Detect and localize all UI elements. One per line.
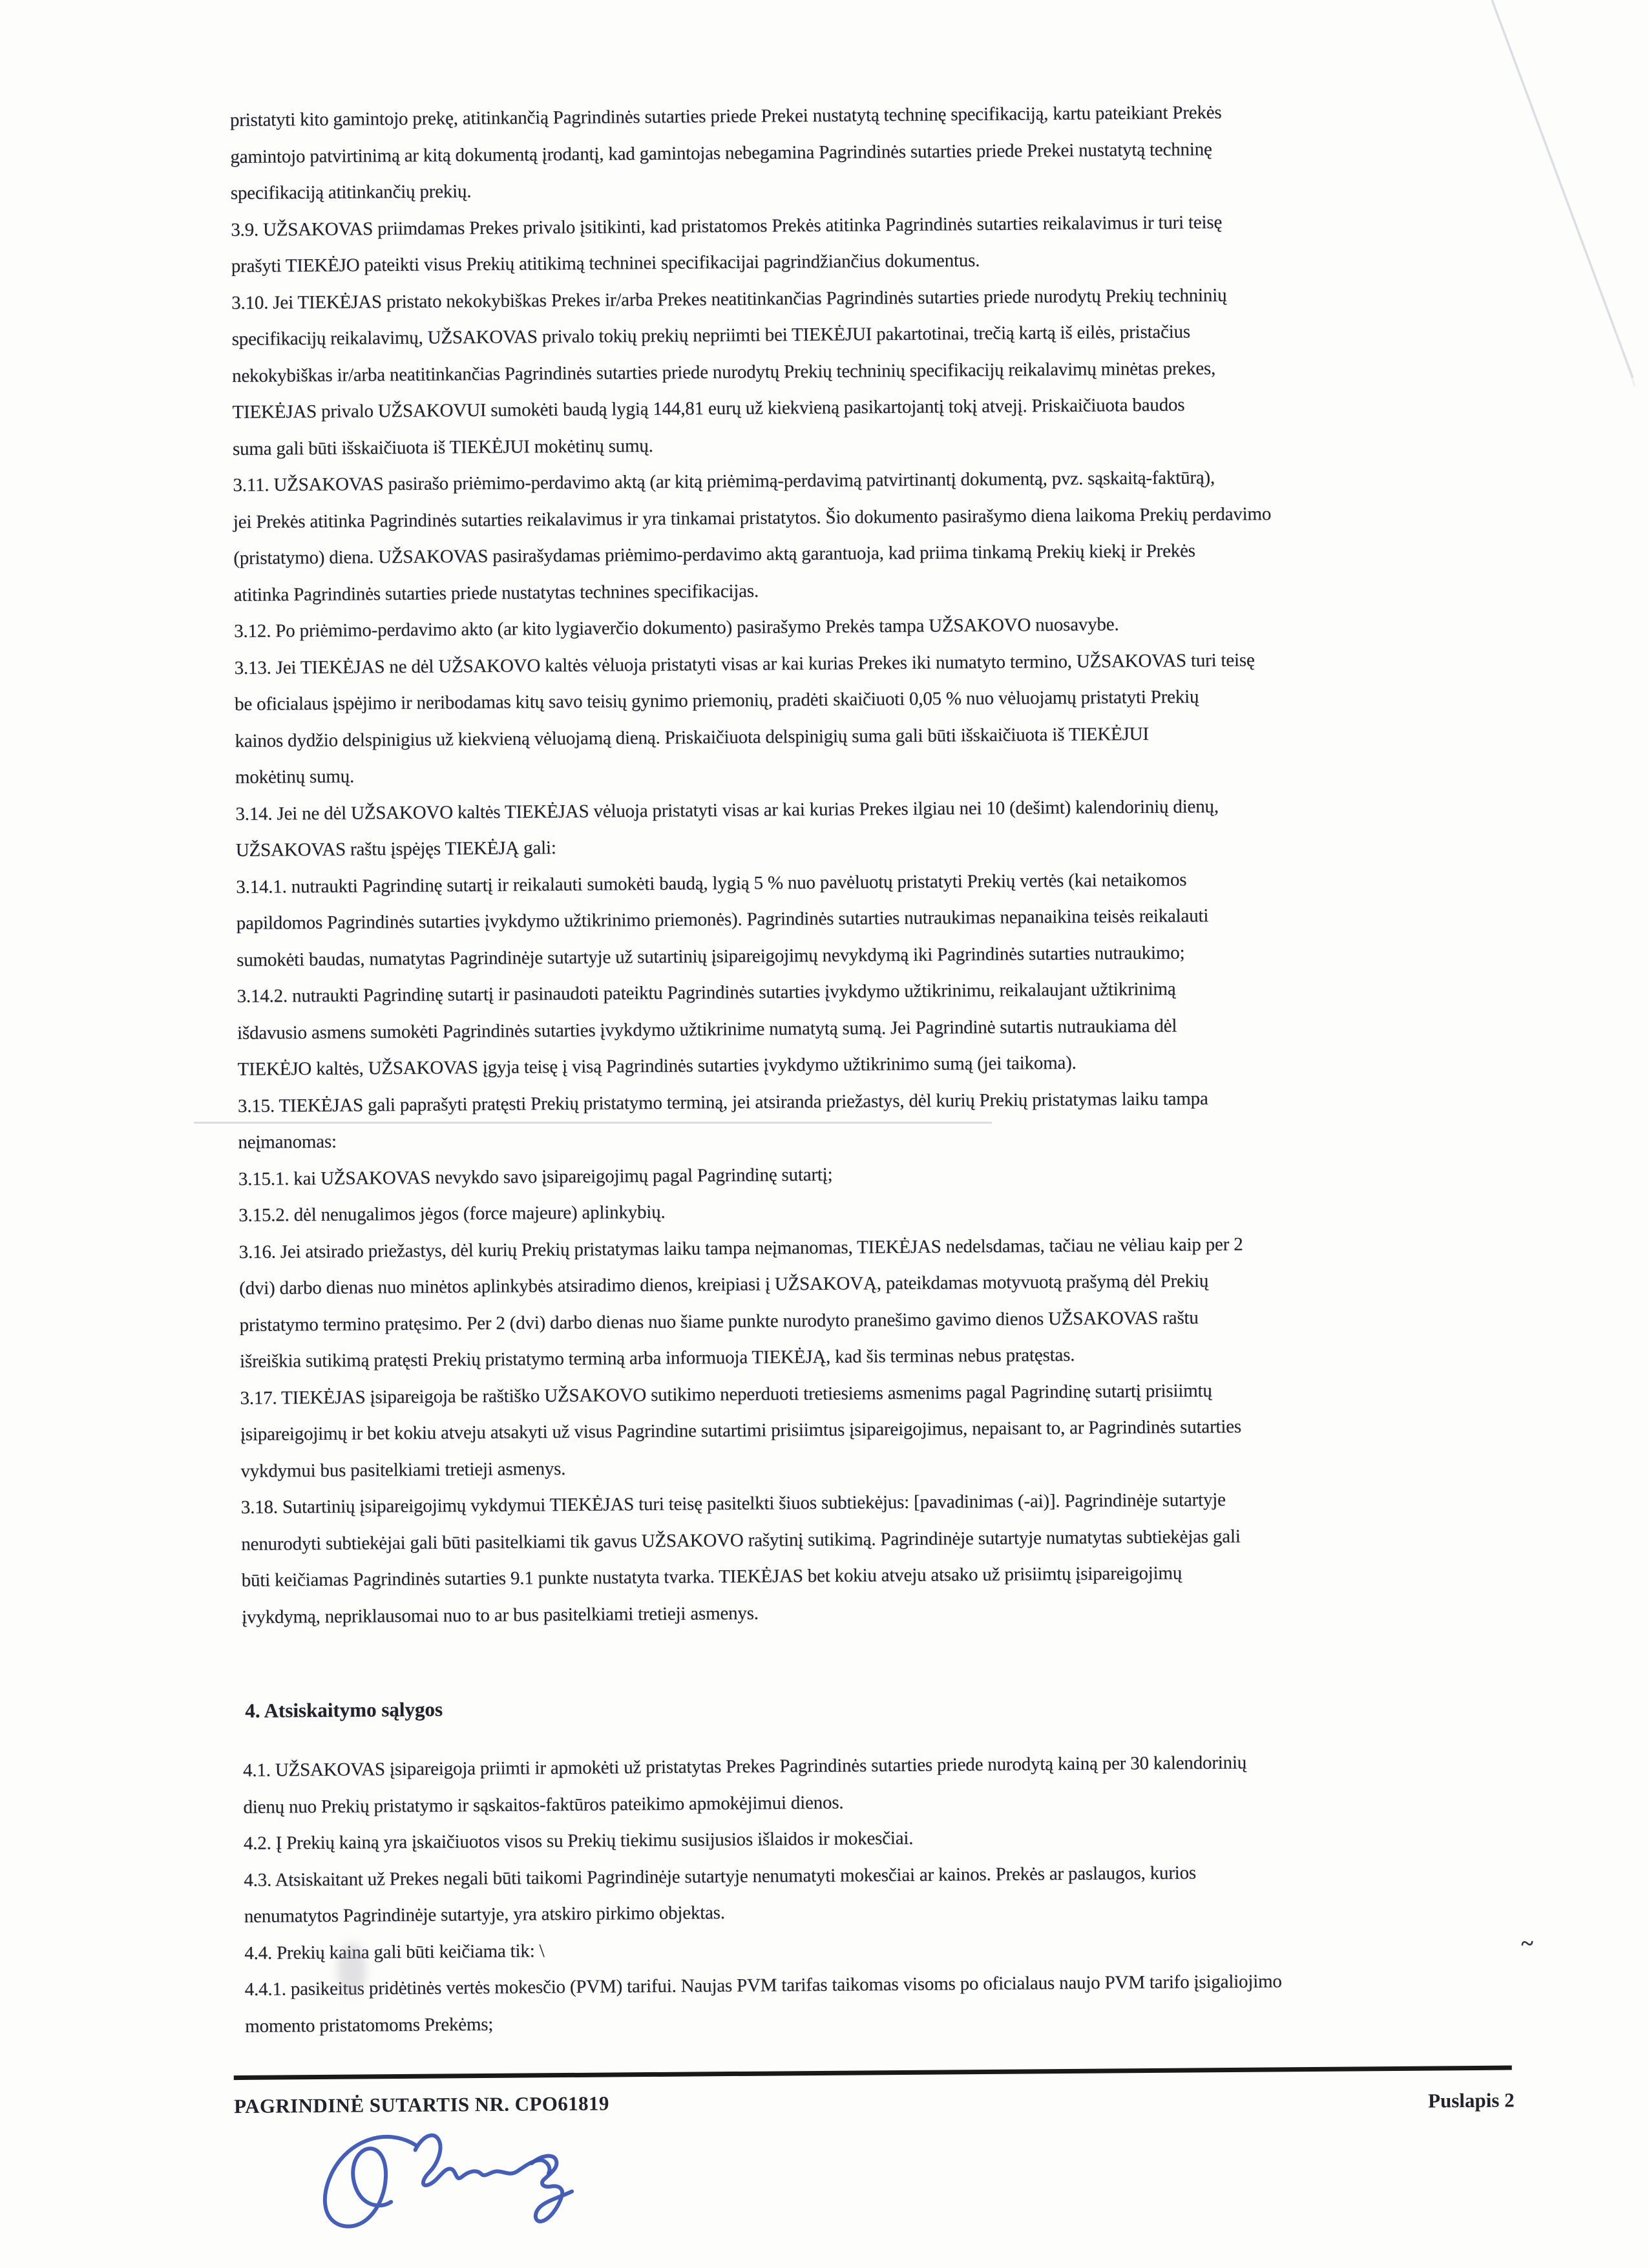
contract-text-line: sumokėti baudas, numatytas Pagrindinėje sutartyje už sutartinių įsipareigojimų nevykdymą iki Pagrindinės sutarties nutraukimo; xyxy=(236,941,1185,971)
contract-text-line: būti keičiamas Pagrindinės sutarties 9.1 punkte nustatyta tvarka. TIEKĖJAS bet kokiu atveju atsako už prisiimtų įsipareigojimų xyxy=(241,1562,1182,1591)
contract-text-line: 4.4.1. pasikeitus pridėtinės vertės mokesčio (PVM) tarifui. Naujas PVM tarifas taikomas visoms po oficialaus naujo PVM tarifo įsigaliojimo xyxy=(244,1971,1282,2000)
contract-text-line: 3.18. Sutartinių įsipareigojimų vykdymui TIEKĖJAS turi teisę pasitelkti šiuos subtiekėjus: [pavadinimas (-ai)]. Pagrindinėje sutartyje xyxy=(240,1489,1226,1518)
section-heading-payment-terms: 4. Atsiskaitymo sąlygos xyxy=(245,1697,443,1722)
contract-text-line: 3.13. Jei TIEKĖJAS ne dėl UŽSAKOVO kaltės vėluoja pristatyti visas ar kai kurias Prekes iki numatyto termino, UŽSAKOVAS turi teisę xyxy=(234,649,1255,678)
contract-text-line: TIEKĖJAS privalo UŽSAKOVUI sumokėti baudą lygią 144,81 eurų už kiekvieną pasikartojantį tokį atvejį. Priskaičiuota baudos xyxy=(232,394,1185,423)
contract-text-line: įvykdymą, nepriklausomai nuo to ar bus pasitelkiami tretieji asmenys. xyxy=(242,1602,759,1628)
contract-text-line: dienų nuo Prekių pristatymo ir sąskaitos-faktūros pateikimo apmokėjimui dienos. xyxy=(243,1792,844,1818)
contract-text-line: TIEKĖJO kaltės, UŽSAKOVAS įgyja teisę į visą Pagrindinės sutarties įvykdymo užtikrinimo sumą (jei taikoma). xyxy=(237,1052,1077,1080)
contract-text-line: nekokybiškas ir/arba neatitinkančias Pagrindinės sutarties priede nurodytų Prekių techninių specifikacijų reikalavimų minėtas prekes, xyxy=(231,357,1216,386)
contract-text-line: išdavusio asmens sumokėti Pagrindinės sutarties įvykdymo užtikrinime numatytą sumą. Jei Pagrindinė sutartis nutraukiama dėl xyxy=(236,1015,1177,1044)
contract-text-line: 3.14. Jei ne dėl UŽSAKOVO kaltės TIEKĖJAS vėluoja pristatyti visas ar kai kurias Prekes ilgiau nei 10 (dešimt) kalendorinių dienų, xyxy=(235,795,1219,824)
contract-text-line: 3.14.2. nutraukti Pagrindinę sutartį ir pasinaudoti pateiktu Pagrindinės sutarties įvykdymo užtikrinimu, reikalaujant užtikrinimą xyxy=(236,978,1176,1007)
contract-text-line: momento pristatomoms Prekėms; xyxy=(245,2013,494,2037)
footer-contract-number: PAGRINDINĖ SUTARTIS NR. CPO61819 xyxy=(233,2092,609,2118)
contract-text-line: atitinka Pagrindinės sutarties priede nustatytas technines specifikacijas. xyxy=(233,580,759,605)
contract-text-line: nenumatytos Pagrindinėje sutartyje, yra atskiro pirkimo objektas. xyxy=(244,1902,725,1927)
contract-text-line: suma gali būti išskaičiuota iš TIEKĖJUI mokėtinų sumų. xyxy=(232,435,653,459)
contract-text-line: 4.2. Į Prekių kainą yra įskaičiuotos visos su Prekių tiekimu susijusios išlaidos ir mokesčiai. xyxy=(243,1827,914,1854)
contract-text-line: be oficialaus įspėjimo ir neribodamas kitų savo teisių gynimo priemonių, pradėti skaičiuoti 0,05 % nuo vėluojamų pristatyti Prekių xyxy=(234,686,1199,715)
contract-text-line: nenurodyti subtiekėjai gali būti pasitelkiami tik gavus UŽSAKOVO rašytinį sutikimą. Pagrindinėje sutartyje numatytas subtiekėjas gali xyxy=(241,1526,1241,1555)
contract-clauses-section3 xyxy=(230,93,1418,1635)
contract-text-line: vykdymui bus pasitelkiami tretieji asmenys. xyxy=(240,1458,566,1482)
contract-text-line: mokėtinų sumų. xyxy=(235,766,355,788)
contract-text-line: kainos dydžio delspinigius už kiekvieną vėluojamą dieną. Priskaičiuota delspinigių suma gali būti išskaičiuota iš TIEKĖJUI xyxy=(235,723,1149,751)
footer-page-number: Puslapis 2 xyxy=(1427,2088,1515,2112)
contract-text-line: 3.14.1. nutraukti Pagrindinę sutartį ir reikalauti sumokėti baudą, lygią 5 % nuo pavėluotų pristatyti Prekių vertės (kai netaikomos xyxy=(236,868,1187,898)
stray-mark-artifact: ~ xyxy=(1521,1930,1534,1957)
contract-text-line: specifikacijų reikalavimų, UŽSAKOVAS privalo tokių prekių nepriimti bei TIEKĖJUI pakartotinai, trečią kartą iš eilės, pristačius xyxy=(231,321,1191,350)
contract-text-line: 3.12. Po priėmimo-perdavimo akto (ar kito lygiaverčio dokumento) pasirašymo Prekės tampa UŽSAKOVO nuosavybe. xyxy=(234,614,1119,642)
contract-text-line: papildomos Pagrindinės sutarties įvykdymo užtikrinimo priemonės). Pagrindinės sutarties nutraukimas nepanaikina teisės reikalauti xyxy=(236,905,1209,934)
contract-text-line: 3.15.1. kai UŽSAKOVAS nevykdo savo įsipareigojimų pagal Pagrindinę sutartį; xyxy=(238,1164,833,1190)
contract-text-line: UŽSAKOVAS raštu įspėjęs TIEKĖJĄ gali: xyxy=(235,837,556,861)
contract-text-line: prašyti TIEKĖJO pateikti visus Prekių atitikimą techninei specifikacijai pagrindžiančius dokumentus. xyxy=(231,249,980,277)
contract-text-line: gamintojo patvirtinimą ar kitą dokumentą įrodantį, kad gamintojas nebegamina Pagrindinės sutarties priede Prekei nustatytą techninę xyxy=(230,138,1212,167)
contract-clauses-section4 xyxy=(243,1743,1421,2044)
contract-text-line: išreiškia sutikimą pratęsti Prekių pristatymo terminą arba informuoja TIEKĖJĄ, kad šis terminas nebus pratęstas. xyxy=(239,1344,1075,1372)
contract-text-line: 3.15. TIEKĖJAS gali paprašyti pratęsti Prekių pristatymo terminą, jei atsiranda priežastys, dėl kurių Prekių pristatymas laiku tampa xyxy=(237,1087,1208,1117)
contract-text-line: (pristatymo) diena. UŽSAKOVAS pasirašydamas priėmimo-perdavimo aktą garantuoja, kad priima tinkamą Prekių kiekį ir Prekės xyxy=(233,540,1195,569)
contract-text-line: 3.15.2. dėl nenugalimos jėgos (force majeure) aplinkybių. xyxy=(238,1201,666,1226)
contract-text-line: 3.11. UŽSAKOVAS pasirašo priėmimo-perdavimo aktą (ar kitą priėmimą-perdavimą patvirtinantį dokumentą, pvz. sąskaitą-faktūrą), xyxy=(233,467,1215,496)
contract-text-line: 4.4. Prekių kaina gali būti keičiama tik: \ xyxy=(244,1940,545,1964)
contract-text-line: (dvi) darbo dienas nuo minėtos aplinkybės atsiradimo dienos, kreipiasi į UŽSAKOVĄ, pateikdamas motyvuotą prašymą dėl Prekių xyxy=(239,1270,1209,1299)
contract-text-line: 3.9. UŽSAKOVAS priimdamas Prekes privalo įsitikinti, kad pristatomos Prekės atitinka Pagrindinės sutarties reikalavimus ir turi teisę xyxy=(231,211,1223,240)
contract-text-line: 4.1. UŽSAKOVAS įsipareigoja priimti ir apmokėti už pristatytas Prekes Pagrindinės sutarties priede nurodytą kainą per 30 kalendorinių xyxy=(242,1752,1247,1781)
footer-divider-rule xyxy=(234,2066,1512,2081)
contract-text-line: jei Prekės atitinka Pagrindinės sutarties reikalavimus ir yra tinkamai pristatytos. Šio dokumento pasirašymo diena laikoma Prekių perdavimo xyxy=(233,503,1272,532)
contract-text-line: įsipareigojimų ir bet kokiu atveju atsakyti už visus Pagrindine sutartimi prisiimtus įsipareigojimus, nepaisant to, ar Pagrindinės sutarties xyxy=(240,1416,1242,1445)
contract-text-line: pristatymo termino pratęsimo. Per 2 (dvi) darbo dienas nuo šiame punkte nurodyto pranešimo gavimo dienos UŽSAKOVAS raštu xyxy=(239,1307,1199,1336)
contract-text-line: 4.3. Atsiskaitant už Prekes negali būti taikomi Pagrindinėje sutartyje nenumatyti mokesčiai ar kainos. Prekės ar paslaugos, kurios xyxy=(244,1862,1197,1891)
ink-smudge-artifact xyxy=(337,1942,366,1995)
contract-text-line: specifikaciją atitinkančių prekių. xyxy=(230,181,472,204)
contract-text-line: 3.17. TIEKĖJAS įsipareigoja be raštiško UŽSAKOVO sutikimo neperduoti tretiesiems asmenims pagal Pagrindinę sutartį prisiimtų xyxy=(240,1380,1212,1409)
contract-text-line: pristatyti kito gamintojo prekę, atitinkančią Pagrindinės sutarties priede Prekei nustatytą techninę specifikaciją, kartu pateikiant Prekės xyxy=(229,101,1222,131)
contract-text-line: 3.16. Jei atsirado priežastys, dėl kurių Prekių pristatymas laiku tampa neįmanomas, TIEKĖJAS nedelsdamas, tačiau ne vėliau kaip per 2 xyxy=(238,1234,1243,1263)
contract-text-line: 3.10. Jei TIEKĖJAS pristato nekokybiškas Prekes ir/arba Prekes neatitinkančias Pagrindinės sutarties priede nurodytų Prekių techninių xyxy=(231,284,1227,313)
signature-ink xyxy=(318,2123,590,2234)
contract-text-line: neįmanomas: xyxy=(238,1131,337,1153)
